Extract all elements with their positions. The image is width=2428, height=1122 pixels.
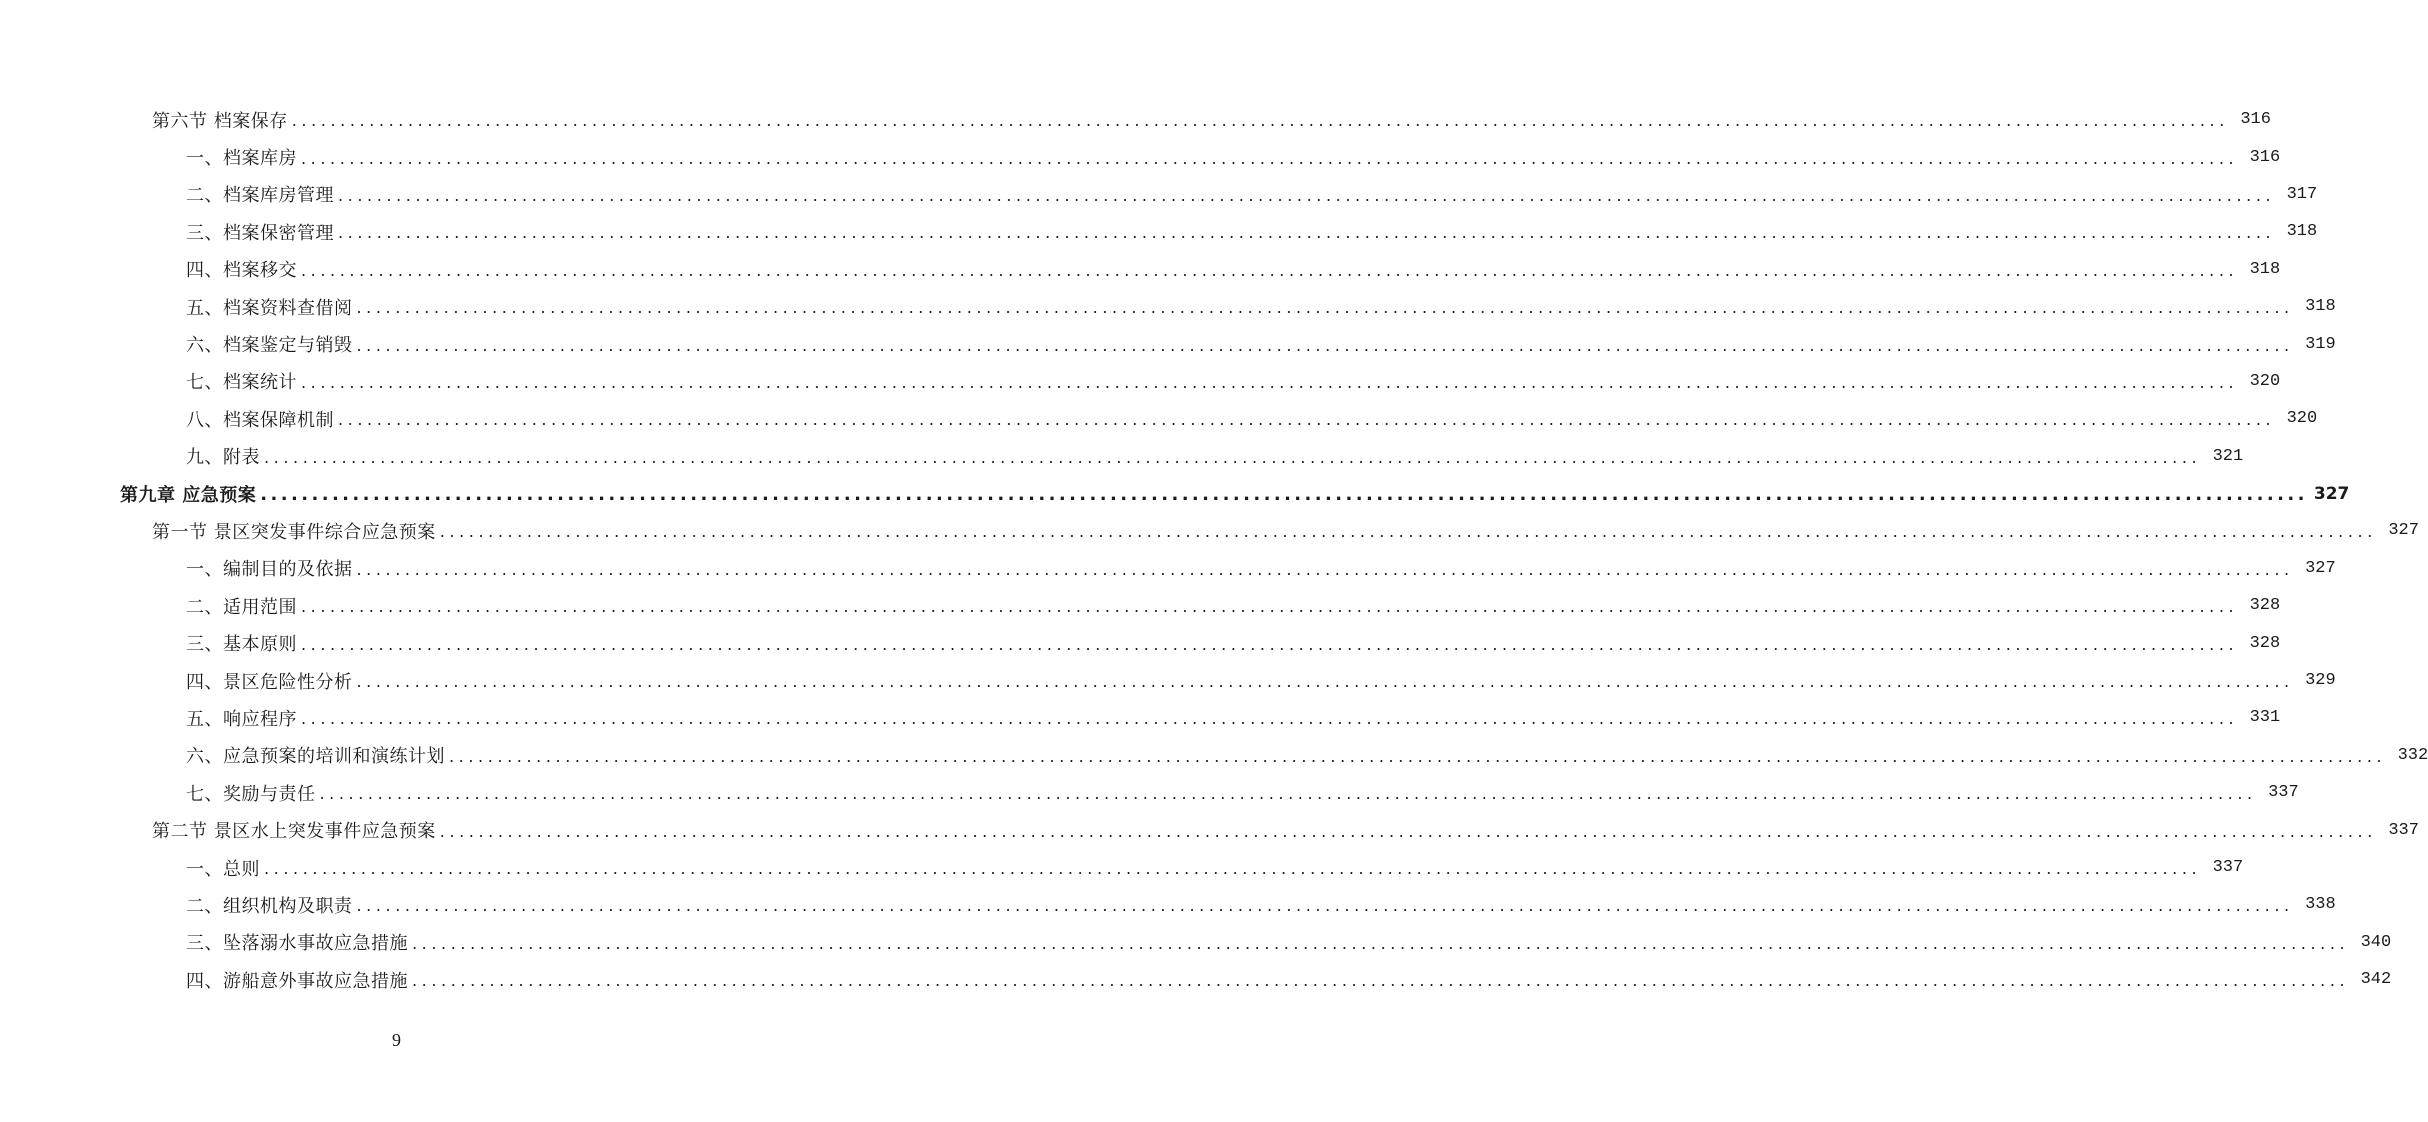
- toc-entry-page: 327: [2388, 521, 2419, 541]
- toc-entry-title: 一、档案库房: [186, 148, 297, 170]
- toc-entry-title: 五、响应程序: [186, 708, 297, 730]
- toc-entry[interactable]: [0, 101, 2271, 138]
- toc-entry-page: 337: [2268, 783, 2299, 803]
- toc-entry-page: 320: [2249, 371, 2281, 391]
- toc-dot-leader: ........................................................................................................................................................................................................: [449, 746, 2387, 766]
- toc-dot-leader: ........................................................................................................................................................................................................: [264, 859, 2202, 878]
- toc-entry-title: 九、附表: [186, 447, 260, 469]
- toc-entry-page: 331: [2249, 708, 2281, 728]
- toc-entry-page: 321: [2212, 446, 2244, 466]
- toc-entry[interactable]: [0, 662, 2336, 699]
- toc-entry-title: 四、游船意外事故应急措施: [186, 970, 408, 992]
- toc-entry-page: 342: [2360, 970, 2392, 990]
- toc-dot-leader: ........................................................................................................................................................................................................: [356, 672, 2294, 692]
- toc-dot-leader: ........................................................................................................................................................................................................: [412, 971, 2350, 991]
- toc-entry[interactable]: [0, 325, 2336, 362]
- toc-dot-leader: ........................................................................................................................................................................................................: [301, 634, 2239, 654]
- toc-entry-page: 332: [2397, 745, 2428, 765]
- toc-entry-page: 338: [2305, 895, 2336, 915]
- toc-entry[interactable]: [0, 288, 2336, 325]
- toc-entry[interactable]: [0, 251, 2281, 288]
- table-of-contents: [0, 101, 2428, 998]
- toc-dot-leader: ........................................................................................................................................................................................................: [301, 148, 2239, 168]
- toc-entry-title: 三、档案保密管理: [186, 222, 334, 244]
- toc-entry[interactable]: [0, 849, 2244, 886]
- toc-entry-title: 三、坠落溺水事故应急措施: [186, 933, 408, 955]
- toc-entry-page: 329: [2305, 671, 2336, 691]
- toc-entry-title: 五、档案资料查借阅: [186, 297, 353, 319]
- toc-entry-title: 二、档案库房管理: [186, 185, 334, 207]
- toc-entry-page: 316: [2249, 147, 2281, 167]
- toc-entry-page: 328: [2249, 596, 2281, 616]
- toc-entry[interactable]: [0, 512, 2419, 549]
- toc-entry-title: 第一节 景区突发事件综合应急预案: [152, 521, 436, 543]
- toc-dot-leader: ........................................................................................................................................................................................................: [264, 447, 2202, 467]
- toc-entry[interactable]: [0, 811, 2419, 848]
- toc-entry-page: 318: [2305, 297, 2336, 317]
- toc-entry[interactable]: [0, 363, 2281, 400]
- toc-entry[interactable]: [0, 924, 2392, 961]
- toc-entry[interactable]: [0, 438, 2244, 475]
- toc-dot-leader: ........................................................................................................................................................................................................: [356, 298, 2294, 318]
- toc-dot-leader: ........................................................................................................................................................................................................: [301, 260, 2239, 280]
- toc-dot-leader: ........................................................................................................................................................................................................: [338, 410, 2276, 430]
- toc-entry-title: 第六节 档案保存: [152, 110, 288, 132]
- toc-entry-title: 四、档案移交: [186, 260, 297, 282]
- toc-entry-title: 七、档案统计: [186, 372, 297, 394]
- toc-entry-title: 二、组织机构及职责: [186, 895, 353, 917]
- toc-entry-page: 340: [2360, 932, 2392, 952]
- toc-entry-title: 三、基本原则: [186, 634, 297, 656]
- toc-entry-page: 327: [2313, 483, 2350, 504]
- toc-dot-leader: ........................................................................................................................................................................................................: [319, 784, 2257, 804]
- toc-entry[interactable]: [0, 587, 2281, 624]
- toc-entry[interactable]: [0, 176, 2318, 213]
- toc-entry[interactable]: [0, 699, 2281, 736]
- toc-dot-leader: ........................................................................................................................................................................................................: [260, 484, 2308, 506]
- toc-dot-leader: ........................................................................................................................................................................................................: [356, 335, 2294, 355]
- toc-dot-leader: ........................................................................................................................................................................................................: [439, 821, 2377, 841]
- toc-entry[interactable]: [0, 774, 2299, 811]
- toc-entry[interactable]: [0, 400, 2318, 437]
- toc-entry-title: 四、景区危险性分析: [186, 671, 353, 693]
- toc-entry[interactable]: [0, 737, 2428, 774]
- toc-entry[interactable]: [0, 138, 2281, 175]
- toc-entry-page: 327: [2305, 558, 2336, 578]
- toc-dot-leader: ........................................................................................................................................................................................................: [439, 522, 2377, 542]
- toc-entry-page: 318: [2286, 222, 2318, 242]
- toc-entry-title: 一、编制目的及依据: [186, 559, 353, 581]
- toc-entry[interactable]: [0, 550, 2336, 587]
- toc-dot-leader: ........................................................................................................................................................................................................: [338, 185, 2276, 205]
- toc-entry-page: 318: [2249, 259, 2281, 279]
- toc-entry-title: 二、适用范围: [186, 596, 297, 618]
- toc-dot-leader: ........................................................................................................................................................................................................: [412, 933, 2350, 953]
- toc-entry-title: 第九章 应急预案: [120, 484, 257, 506]
- toc-entry-title: 六、档案鉴定与销毁: [186, 335, 353, 357]
- toc-entry-page: 320: [2286, 409, 2318, 429]
- toc-dot-leader: ........................................................................................................................................................................................................: [356, 896, 2294, 916]
- toc-dot-leader: ........................................................................................................................................................................................................: [338, 223, 2276, 243]
- toc-dot-leader: ........................................................................................................................................................................................................: [301, 709, 2239, 729]
- toc-entry-page: 337: [2388, 820, 2419, 840]
- toc-entry-page: 328: [2249, 633, 2281, 653]
- toc-entry-title: 一、总则: [186, 858, 260, 880]
- toc-entry-title: 六、应急预案的培训和演练计划: [186, 746, 445, 768]
- toc-entry-title: 八、档案保障机制: [186, 409, 334, 431]
- toc-entry-title: 第二节 景区水上突发事件应急预案: [152, 821, 436, 843]
- toc-entry[interactable]: [0, 961, 2392, 998]
- toc-dot-leader: ........................................................................................................................................................................................................: [291, 111, 2229, 131]
- toc-dot-leader: ........................................................................................................................................................................................................: [301, 372, 2239, 392]
- toc-entry-page: 316: [2240, 110, 2271, 130]
- toc-entry[interactable]: [0, 886, 2336, 923]
- toc-entry-page: 317: [2286, 184, 2318, 204]
- toc-dot-leader: ........................................................................................................................................................................................................: [301, 597, 2239, 617]
- toc-dot-leader: ........................................................................................................................................................................................................: [356, 559, 2294, 579]
- toc-entry-title: 七、奖励与责任: [186, 783, 316, 805]
- toc-entry-page: 337: [2212, 858, 2244, 877]
- page-number: 9: [392, 1030, 401, 1050]
- toc-entry[interactable]: [0, 475, 2350, 512]
- toc-entry[interactable]: [0, 213, 2318, 250]
- toc-entry-page: 319: [2305, 334, 2336, 354]
- toc-entry[interactable]: [0, 624, 2281, 661]
